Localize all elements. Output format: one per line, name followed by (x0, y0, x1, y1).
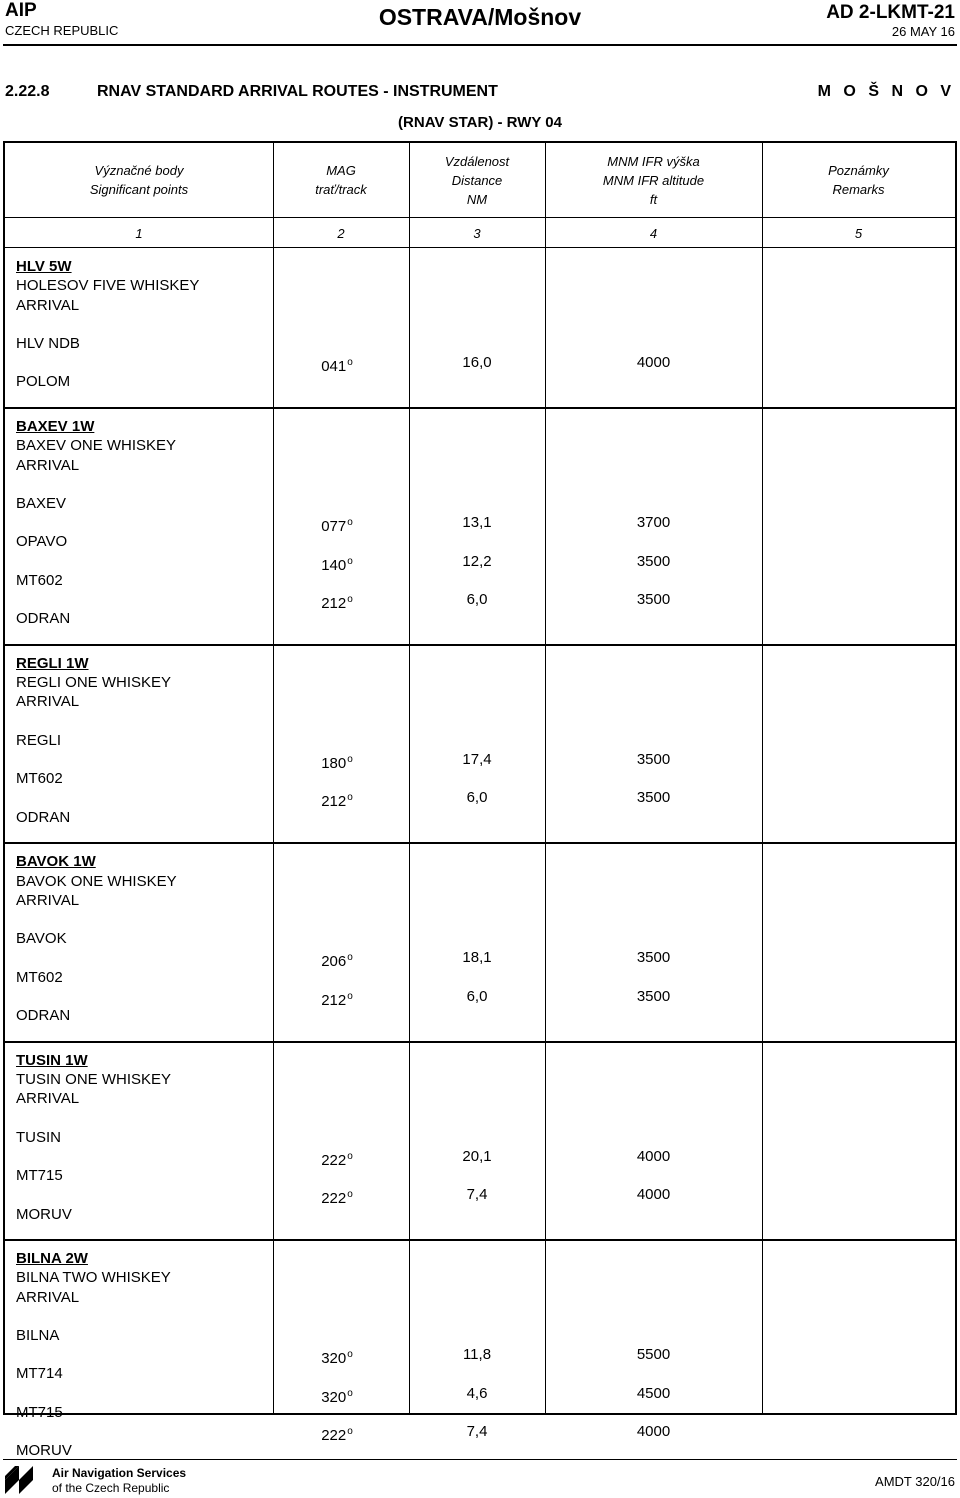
leg-track (321, 353, 353, 376)
leg-track (321, 590, 353, 613)
leg-altitude: 3500 (636, 552, 671, 570)
column-header-line: MNM IFR výška (607, 153, 700, 169)
column-header (545, 143, 762, 217)
leg-track-value: 041 (321, 358, 347, 376)
leg-track (321, 1185, 353, 1208)
route-name: TUSIN 1W (16, 1051, 88, 1069)
route-description: HOLESOV FIVE WHISKEY (16, 277, 200, 295)
route-name: REGLI 1W (16, 654, 89, 672)
degree-mark: o (347, 1349, 353, 1361)
route-description: BILNA TWO WHISKEY (16, 1269, 171, 1287)
degree-mark: o (347, 517, 353, 529)
column-divider (545, 143, 546, 1413)
significant-point: ODRAN (16, 610, 71, 628)
leg-track-value: 140 (321, 556, 347, 574)
section-subtitle: (RNAV STAR) - RWY 04 (398, 114, 562, 131)
significant-point: REGLI (16, 731, 62, 749)
column-header (5, 143, 273, 217)
leg-altitude: 3500 (636, 789, 671, 807)
degree-mark: o (347, 555, 353, 567)
leg-altitude: 3500 (636, 750, 671, 768)
page-title: OSTRAVA/Mošnov (378, 4, 582, 30)
leg-distance: 7,4 (466, 1423, 488, 1441)
leg-track-value: 077 (321, 518, 347, 536)
country-label: CZECH REPUBLIC (5, 23, 119, 38)
column-header (273, 143, 409, 217)
significant-point: MT714 (16, 1365, 63, 1383)
section-title: RNAV STANDARD ARRIVAL ROUTES - INSTRUMENT (97, 83, 498, 100)
leg-distance: 6,0 (466, 987, 488, 1005)
column-header-line: Distance (451, 172, 503, 188)
star-table (3, 141, 957, 1460)
leg-track-value: 222 (321, 1190, 347, 1208)
degree-mark: o (347, 594, 353, 606)
degree-mark: o (347, 990, 353, 1002)
route-description: BAVOK ONE WHISKEY (16, 872, 177, 890)
leg-distance: 13,1 (462, 514, 492, 532)
route-description: TUSIN ONE WHISKEY (16, 1070, 172, 1088)
degree-mark: o (347, 357, 353, 369)
significant-point: MT602 (16, 571, 63, 589)
column-header-line: Význačné body (94, 163, 184, 178)
route-divider (5, 644, 955, 646)
aip-label: AIP (5, 0, 37, 21)
leg-track (321, 1147, 353, 1170)
leg-track-value: 222 (321, 1151, 347, 1169)
column-header-line: NM (466, 191, 488, 207)
amendment-number: AMDT 320/16 (875, 1474, 955, 1489)
leg-altitude: 3500 (636, 987, 671, 1005)
degree-mark: o (347, 792, 353, 804)
leg-track-value: 320 (321, 1350, 347, 1368)
leg-distance: 20,1 (462, 1147, 492, 1165)
leg-altitude: 4500 (636, 1384, 671, 1402)
route-description: ARRIVAL (16, 1288, 80, 1306)
degree-mark: o (347, 1387, 353, 1399)
leg-track (321, 1422, 353, 1445)
route-name: BAXEV 1W (16, 417, 95, 435)
leg-altitude: 4000 (636, 1147, 671, 1165)
significant-point: ODRAN (16, 808, 71, 826)
leg-distance: 12,2 (462, 552, 492, 570)
degree-mark: o (347, 753, 353, 765)
leg-track-value: 212 (321, 991, 347, 1009)
leg-track (321, 788, 353, 811)
route-description: ARRIVAL (16, 296, 80, 314)
route-name: BILNA 2W (16, 1250, 88, 1267)
significant-point: MT602 (16, 770, 63, 788)
column-number: 4 (649, 225, 658, 241)
leg-track (321, 987, 353, 1010)
leg-track-value: 222 (321, 1427, 347, 1445)
leg-track (321, 750, 353, 773)
leg-track-value: 212 (321, 793, 347, 811)
column-number: 2 (337, 225, 345, 241)
leg-altitude: 3500 (636, 949, 671, 967)
leg-track (321, 1345, 353, 1368)
leg-track (321, 1384, 353, 1407)
leg-distance: 6,0 (466, 789, 488, 807)
footer-divider (3, 1459, 957, 1460)
column-number-divider (5, 247, 955, 248)
route-description: ARRIVAL (16, 891, 80, 909)
significant-point: BAXEV (16, 494, 67, 512)
leg-track-value: 320 (321, 1388, 347, 1406)
degree-mark: o (347, 1426, 353, 1438)
leg-altitude: 4000 (636, 1186, 671, 1204)
column-header-line: Vzdálenost (444, 153, 510, 169)
leg-distance: 7,4 (466, 1186, 488, 1204)
route-description: ARRIVAL (16, 693, 80, 711)
route-description: REGLI ONE WHISKEY (16, 674, 172, 692)
route-divider (5, 1239, 955, 1241)
leg-distance: 4,6 (466, 1384, 488, 1402)
column-header-line: ft (649, 191, 658, 207)
org-name-line2: of the Czech Republic (52, 1481, 170, 1495)
significant-point: MORUV (16, 1205, 72, 1223)
significant-point: BAVOK (16, 930, 67, 948)
section-place: M O Š N O V (817, 83, 955, 100)
degree-mark: o (347, 1150, 353, 1162)
column-header-line: MAG (326, 163, 356, 178)
significant-point: BILNA (16, 1326, 60, 1344)
leg-track-value: 212 (321, 595, 347, 613)
route-description: ARRIVAL (16, 1090, 80, 1108)
leg-distance: 18,1 (462, 949, 492, 967)
significant-point: MT715 (16, 1167, 63, 1184)
document-date: 26 MAY 16 (891, 24, 955, 39)
significant-point: MT715 (16, 1403, 63, 1421)
column-header-line: Remarks (832, 182, 885, 197)
route-divider (5, 1041, 955, 1043)
significant-point: HLV NDB (16, 334, 80, 352)
degree-mark: o (347, 952, 353, 964)
route-name: BAVOK 1W (16, 853, 96, 871)
route-description: BAXEV ONE WHISKEY (16, 437, 177, 455)
column-header-line: Significant points (89, 182, 189, 197)
column-header-line: Poznámky (828, 163, 889, 178)
leg-distance: 6,0 (466, 591, 488, 609)
leg-distance: 11,8 (462, 1346, 492, 1364)
route-divider (5, 407, 955, 409)
org-name (52, 1466, 186, 1496)
leg-track (321, 552, 353, 575)
column-header (762, 143, 955, 217)
leg-track (321, 948, 353, 971)
significant-point: TUSIN (16, 1128, 61, 1146)
leg-altitude: 5500 (636, 1346, 671, 1364)
column-header-line: MNM IFR altitude (602, 172, 705, 188)
column-divider (273, 143, 274, 1413)
column-number: 5 (854, 225, 863, 241)
column-number: 1 (135, 225, 143, 241)
document-code: AD 2-LKMT-21 (826, 2, 955, 23)
leg-altitude: 3500 (636, 591, 671, 609)
significant-point: MT602 (16, 968, 63, 986)
significant-point: ODRAN (16, 1007, 71, 1025)
route-description: ARRIVAL (16, 456, 80, 474)
leg-distance: 17,4 (462, 750, 492, 768)
leg-altitude: 3700 (636, 514, 671, 532)
significant-point: POLOM (16, 373, 71, 391)
route-divider (5, 842, 955, 844)
leg-track (321, 513, 353, 536)
column-header-line: trať/track (315, 182, 367, 197)
ans-logo-icon (5, 1466, 47, 1494)
column-number: 3 (473, 225, 481, 241)
route-name: HLV 5W (16, 258, 72, 275)
header-divider (3, 44, 957, 46)
column-header (409, 143, 545, 217)
header-row-divider (5, 217, 955, 218)
org-name-line1: Air Navigation Services (52, 1466, 187, 1480)
significant-point: OPAVO (16, 533, 68, 551)
leg-track-value: 180 (321, 754, 347, 772)
significant-point: MORUV (16, 1442, 72, 1460)
leg-altitude: 4000 (636, 1423, 671, 1441)
leg-distance: 16,0 (462, 354, 492, 372)
leg-altitude: 4000 (636, 354, 671, 372)
degree-mark: o (347, 1189, 353, 1201)
section-number: 2.22.8 (5, 83, 50, 100)
column-divider (762, 143, 763, 1413)
column-divider (409, 143, 410, 1413)
leg-track-value: 206 (321, 953, 347, 971)
